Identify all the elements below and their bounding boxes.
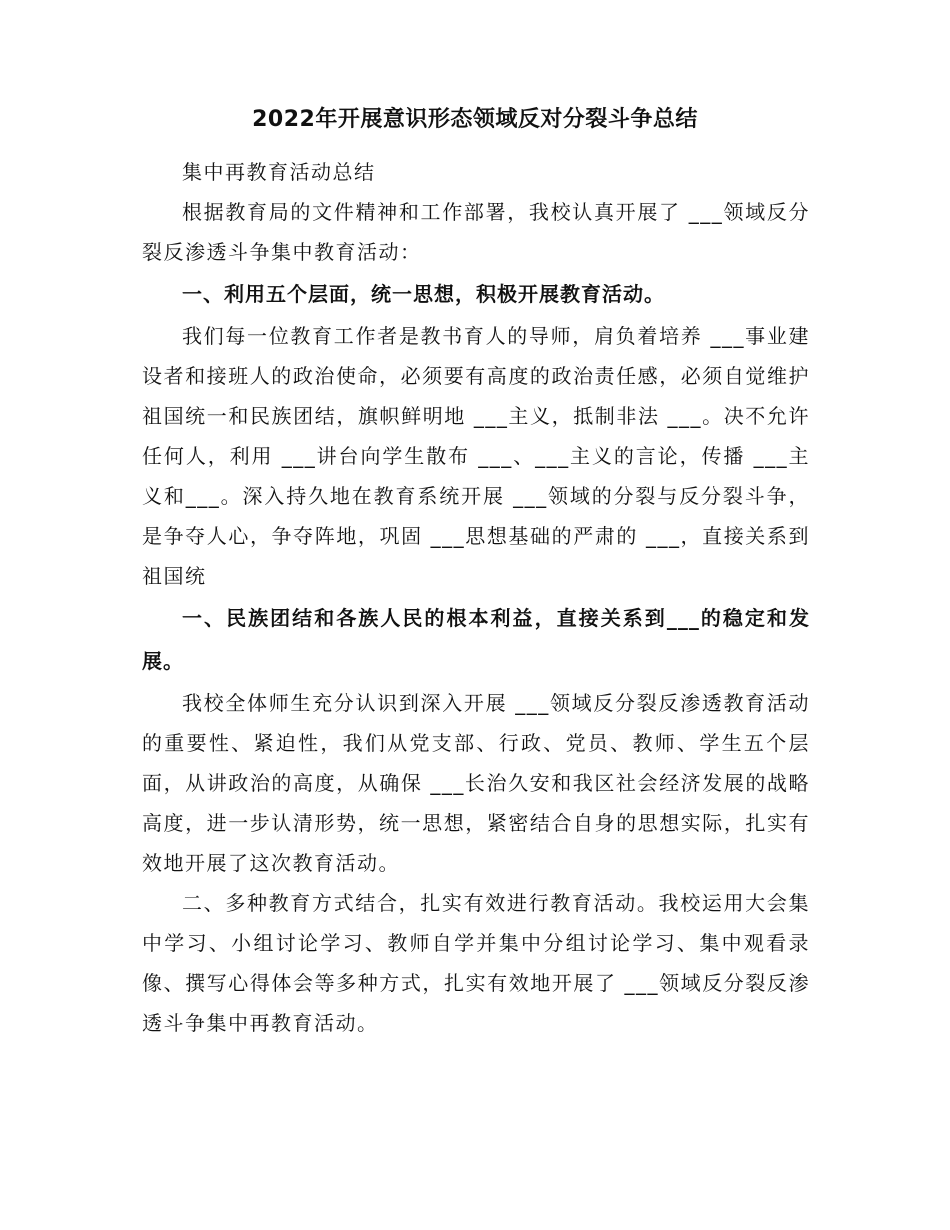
paragraph-intro: 根据教育局的文件精神和工作部署，我校认真开展了 ___领域反分裂反渗透斗争集中教育活动： bbox=[142, 200, 810, 264]
section-heading-1: 一、利用五个层面，统一思想，积极开展教育活动。 bbox=[182, 282, 665, 306]
document-body bbox=[142, 152, 810, 1043]
document-title: 2022年开展意识形态领域反对分裂斗争总结 bbox=[252, 107, 698, 132]
paragraph-subtitle: 集中再教育活动总结 bbox=[182, 160, 376, 184]
paragraph-bold-continuation: 一、民族团结和各族人民的根本利益，直接关系到___的稳定和发展。 bbox=[142, 606, 810, 673]
paragraph-section-2: 二、多种教育方式结合，扎实有效进行教育活动。我校运用大会集中学习、小组讨论学习、教师自学并集中分组讨论学习、集中观看录像、撰写心得体会等多种方式，扎实有效地开展了 ___领域反分裂反渗透斗争集中再教育活动。 bbox=[142, 891, 810, 1035]
paragraph-section-1: 我们每一位教育工作者是教书育人的导师，肩负着培养 ___事业建设者和接班人的政治使命，必须要有高度的政治责任感，必须自觉维护祖国统一和民族团结，旗帜鲜明地 ___主义，抵制非法 ___。决不允许任何人，利用 ___讲台向学生散布 ___、___主义的言论，传播 ___主义和___。深入持久地在教育系统开展 ___领域的分裂与反分裂斗争，是争夺人心，争夺阵地，巩固 ___思想基础的严肃的 ___，直接关系到祖国统 bbox=[142, 324, 810, 588]
paragraph-awareness: 我校全体师生充分认识到深入开展 ___领域反分裂反渗透教育活动的重要性、紧迫性，我们从党支部、行政、党员、教师、学生五个层面，从讲政治的高度，从确保 ___长治久安和我区社会经济发展的战略高度，进一步认清形势，统一思想，紧密结合自身的思想实际，扎实有效地开展了这次教育活动。 bbox=[142, 691, 810, 875]
